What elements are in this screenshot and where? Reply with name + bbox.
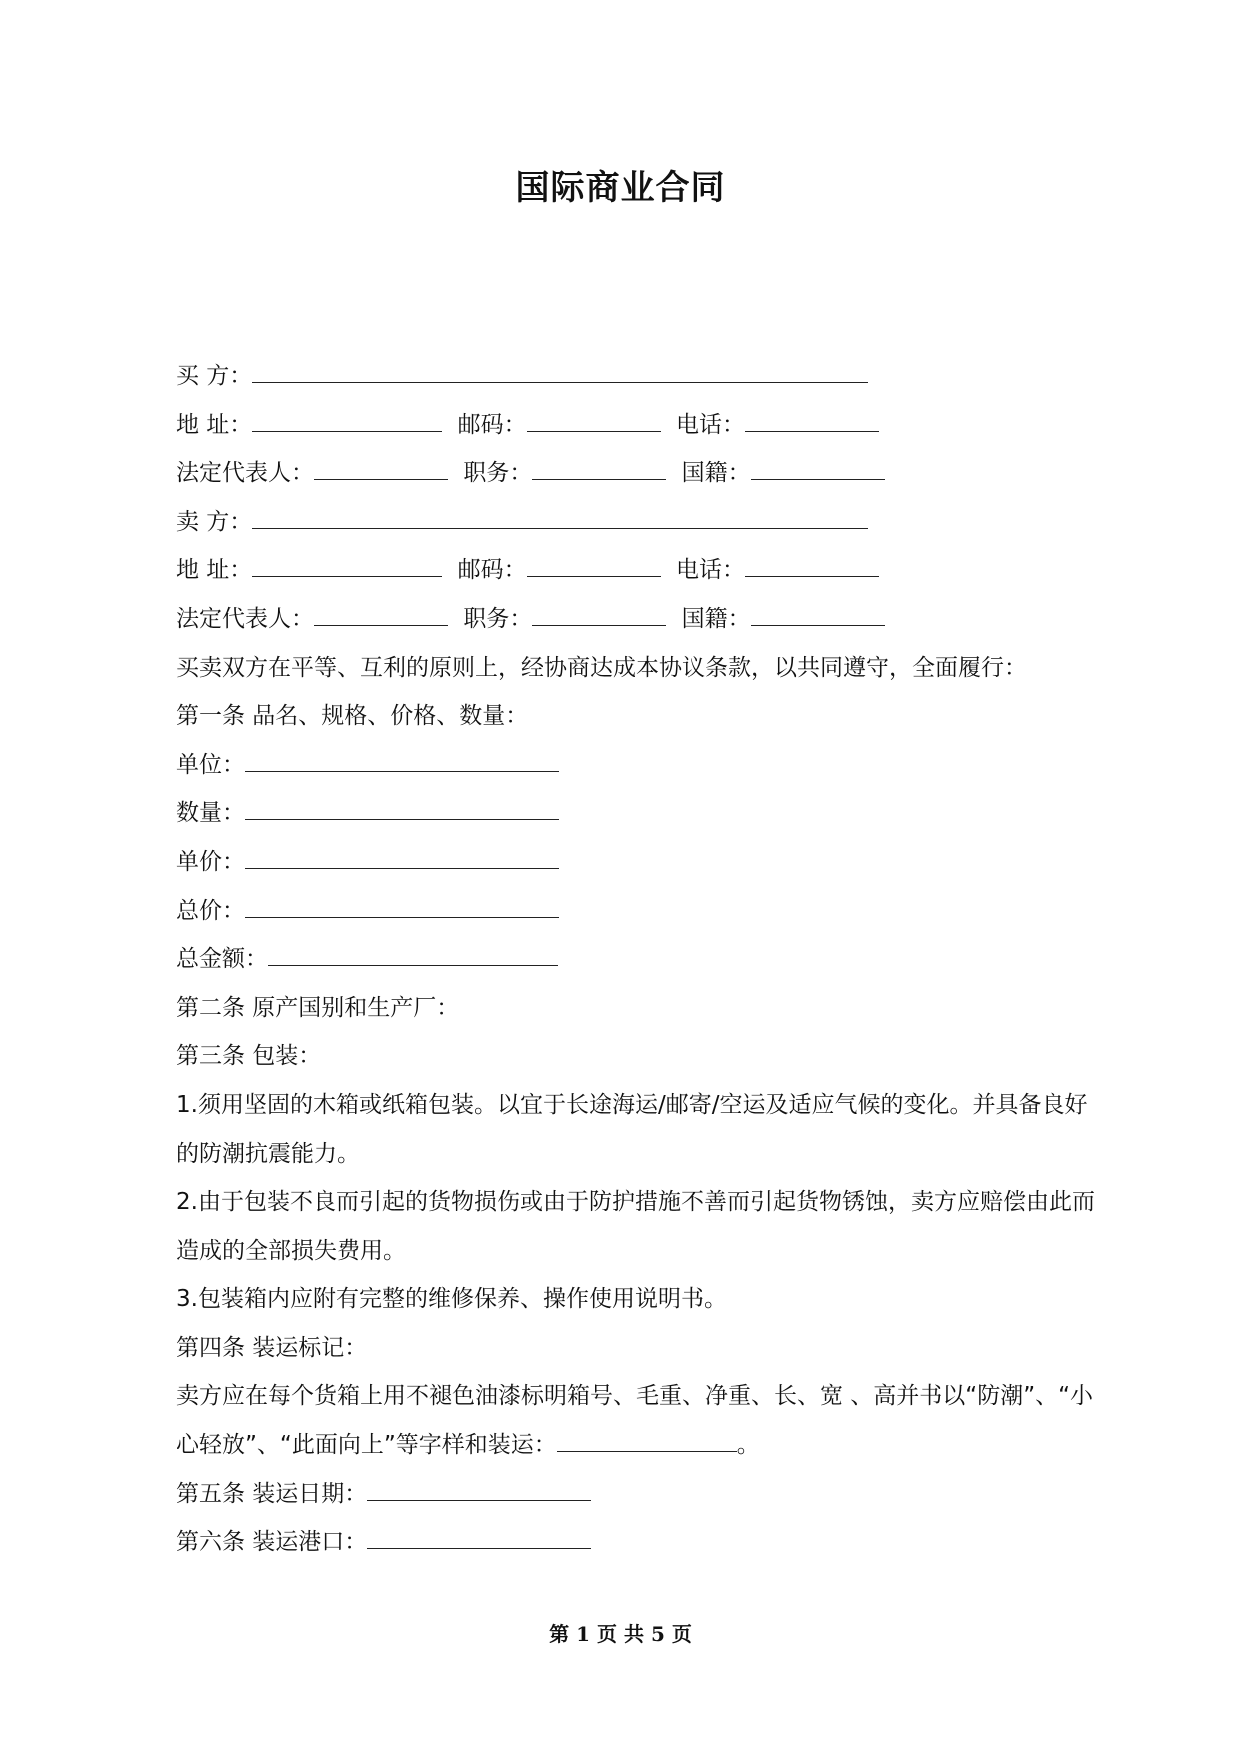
buyer-name-label: 买 方： <box>176 363 253 389</box>
buyer-phone-field[interactable] <box>745 407 879 432</box>
seller-postcode-label: 邮码： <box>457 557 527 584</box>
article3-heading: 第三条 包装： <box>176 1043 322 1070</box>
seller-address-label: 地 址： <box>176 557 253 584</box>
article5-heading: 第五条 装运日期： <box>176 1480 368 1507</box>
unit-row <box>176 741 1096 790</box>
unit-price-label: 单价： <box>176 848 245 875</box>
total-price-row <box>176 887 1096 936</box>
buyer-rep-label: 法定代表人： <box>176 460 314 487</box>
total-amount-row <box>176 935 1096 984</box>
article4-text: 卖方应在每个货箱上用不褪色油漆标明箱号、毛重、净重、长、宽 、高并书以“防潮”、“小心轻放”、“此面向上”等字样和装运： <box>176 1383 1094 1459</box>
seller-name-label: 卖 方： <box>176 508 253 535</box>
seller-address-row <box>176 546 1096 595</box>
article4-end: 。 <box>736 1432 760 1459</box>
buyer-name-field[interactable] <box>252 358 868 383</box>
seller-name-field[interactable] <box>252 504 868 529</box>
total-price-field[interactable] <box>245 893 559 918</box>
article3-item-2: 2.由于包装不良而引起的货物损伤或由于防护措施不善而引起货物锈蚀，卖方应赔偿由此而造成的全部损失费用。 <box>176 1189 1095 1264</box>
unit-price-field[interactable] <box>245 844 559 869</box>
seller-name-row <box>176 498 1096 547</box>
seller-nationality-field[interactable] <box>751 601 885 626</box>
document-title: 国际商业合同 <box>515 168 726 208</box>
buyer-nationality-field[interactable] <box>751 455 885 480</box>
quantity-field[interactable] <box>245 795 559 820</box>
seller-rep-field[interactable] <box>314 601 448 626</box>
unit-price-row <box>176 838 1096 887</box>
seller-rep-row <box>176 595 1096 644</box>
buyer-phone-label: 电话： <box>675 411 745 438</box>
buyer-postcode-field[interactable] <box>527 407 661 432</box>
article2-heading: 第二条 原产国别和生产厂： <box>176 994 460 1021</box>
seller-phone-field[interactable] <box>745 552 879 577</box>
article6-row <box>176 1518 1096 1567</box>
buyer-address-field[interactable] <box>252 407 442 432</box>
article6-heading: 第六条 装运港口： <box>176 1529 368 1556</box>
article3-item-3: 3.包装箱内应附有完整的维修保养、操作使用说明书。 <box>176 1286 727 1313</box>
buyer-address-row <box>176 401 1096 450</box>
contract-body <box>176 352 1096 1567</box>
total-amount-label: 总金额： <box>176 946 268 973</box>
buyer-rep-field[interactable] <box>314 455 448 480</box>
buyer-name-row <box>176 352 1096 401</box>
seller-position-field[interactable] <box>532 601 666 626</box>
article3-item-1: 1.须用坚固的木箱或纸箱包装。以宜于长途海运/邮寄/空运及适应气候的变化。并具备良好的防潮抗震能力。 <box>176 1091 1088 1167</box>
shipping-mark-field[interactable] <box>557 1427 737 1452</box>
seller-nationality-label: 国籍： <box>681 605 751 632</box>
seller-postcode-field[interactable] <box>527 552 661 577</box>
article4-heading: 第四条 装运标记： <box>176 1334 368 1361</box>
buyer-nationality-label: 国籍： <box>681 460 751 487</box>
total-amount-field[interactable] <box>268 941 558 966</box>
article1-heading: 第一条 品名、规格、价格、数量： <box>176 703 529 730</box>
page-footer: 第 1 页 共 5 页 <box>549 1622 692 1646</box>
seller-phone-label: 电话： <box>675 557 745 584</box>
quantity-row <box>176 789 1096 838</box>
unit-field[interactable] <box>245 747 559 772</box>
article4-paragraph <box>176 1372 1096 1469</box>
unit-label: 单位： <box>176 751 245 778</box>
quantity-label: 数量： <box>176 800 245 827</box>
shipping-port-field[interactable] <box>367 1524 591 1549</box>
total-price-label: 总价： <box>176 897 245 924</box>
intro-paragraph: 买卖双方在平等、互利的原则上，经协商达成本协议条款，以共同遵守，全面履行： <box>176 654 1027 681</box>
seller-position-label: 职务： <box>463 605 533 632</box>
buyer-address-label: 地 址： <box>176 411 253 438</box>
buyer-position-field[interactable] <box>532 455 666 480</box>
buyer-position-label: 职务： <box>463 460 533 487</box>
buyer-postcode-label: 邮码： <box>457 411 527 438</box>
article5-row <box>176 1470 1096 1519</box>
seller-address-field[interactable] <box>252 552 442 577</box>
shipping-date-field[interactable] <box>367 1476 591 1501</box>
buyer-rep-row <box>176 449 1096 498</box>
seller-rep-label: 法定代表人： <box>176 605 314 632</box>
